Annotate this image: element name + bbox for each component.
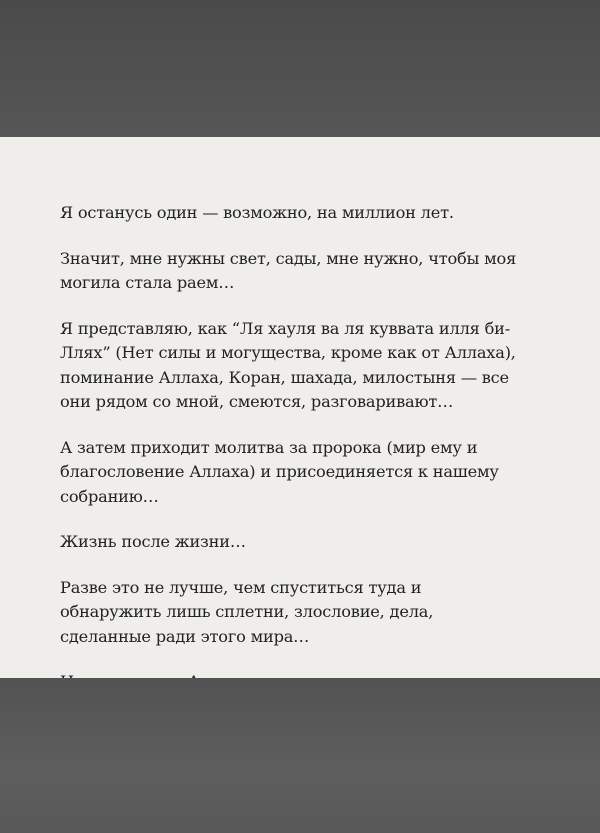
paragraph-1: Я останусь один — возможно, на миллион лет. xyxy=(60,203,454,222)
paragraph-3: Я представляю, как “Ля хауля ва ля куввата илля би- Ллях” (Нет силы и могущества, кроме как от Аллаха), поминание Аллаха, Коран, шахада, милостыня — все они рядом со мной, смеются, разговаривают… xyxy=(60,318,516,411)
text-card xyxy=(0,137,600,678)
bottom-backdrop xyxy=(0,678,600,833)
top-backdrop xyxy=(0,0,600,137)
paragraph-2: Значит, мне нужны свет, сады, мне нужно, чтобы моя могила стала раем… xyxy=(60,248,517,292)
paragraph-4: А затем приходит молитва за пророка (мир ему и благословение Аллаха) и присоединяется к нашему собранию… xyxy=(60,437,499,506)
paragraph-6: Разве это не лучше, чем спуститься туда и обнаружить лишь сплетни, злословие, дела, сделанные ради этого мира… xyxy=(60,577,434,646)
paragraph-5: Жизнь после жизни… xyxy=(60,532,246,551)
